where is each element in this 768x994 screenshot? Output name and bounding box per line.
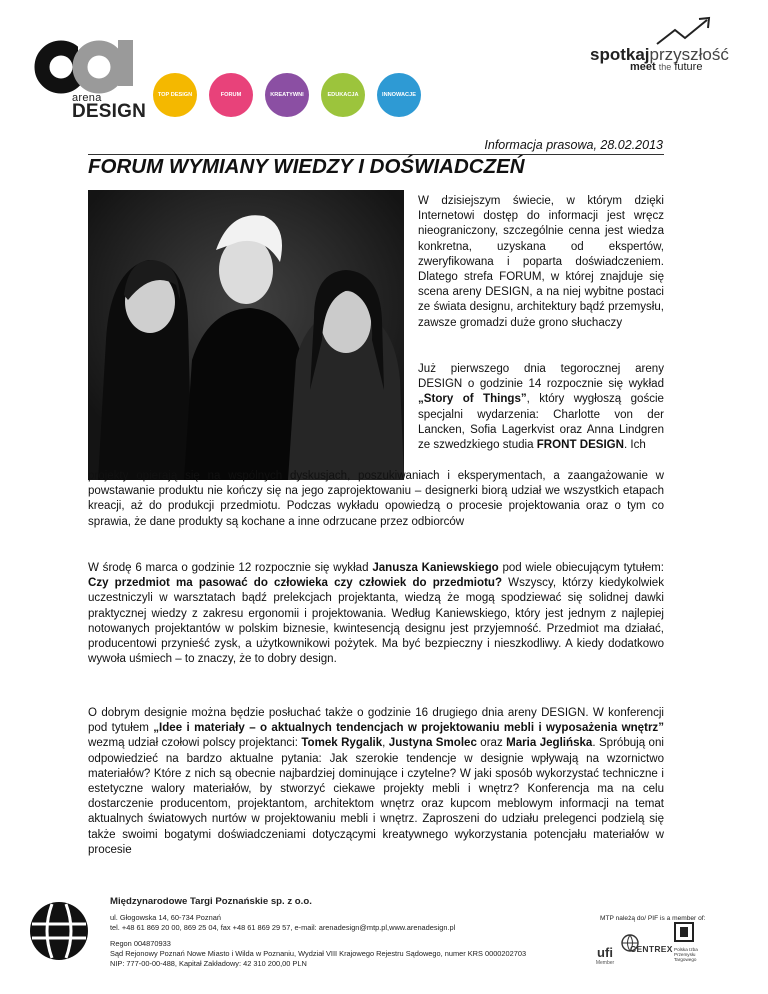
footer-nip: NIP: 777-00-00-488, Kapitał Zakładowy: 42 310 200,00 PLN — [110, 959, 307, 968]
kaniewski-paragraph: W środę 6 marca o godzinie 12 rozpocznie się wykład Janusza Kaniewskiego pod wiele obiecującym tytułem: Czy przedmiot ma pasować do człowieka czy człowiek do przedmiotu? Wszyscy, którzy kiedykolwiek uczestniczyli w warsztatach bądź prelekcjach projektanta, wiedzą że mogą spodziewać się solidnej dawki praktycznej wiedzy z zakresu ergonomii i projektowania. Według Kaniewskiego, który jest jednym z najlepiej notowanych projektantów w polskim biznesie, kwintesencją designu jest przyjemność. Przedmiot ma działać, producentowi przynieść zysk, a użytkownikowi pożytek. Ma być bezpieczny i nieszkodliwy. A kiedy dodatkowo wywoła uśmiech – to znaczy, że to dobry design. — [88, 562, 664, 666]
edukacja-badge: EDUKACJA — [321, 73, 365, 117]
story-of-things-paragraph-continued: projekty opierają się na wspólnych dyskusjach, poszukiwaniach i eksperymentach, a zaangażowanie w powstawanie produktu nie kończy się na jego zaprojektowaniu – designerki biorą udział we wszystkich etapach kreacji, aż do produkcji przedmiotu. Podczas wykładu opowiedzą o procesie projektowania oraz o tym co sprawia, że dane produkty są kochane a inne odrzucane przez odbiorców — [88, 470, 664, 528]
ufi-logo: ufi Member — [595, 945, 615, 966]
story-of-things-paragraph: Już pierwszego dnia tegorocznej areny DESIGN o godzinie 14 rozpocznie się wykład „Story of Things”, który wygłoszą goście specjalni wydarzenia: Charlotte von der Lancken, Sofia Lagerkvist oraz Anna Lindgren ze szwedzkiego studia FRONT DESIGN. Ich — [418, 363, 664, 452]
spotkaj-przyszlosc-logo: spotkajprzyszłość — [590, 45, 729, 64]
logo-arena-text: arena — [72, 92, 102, 104]
mtp-logo-icon — [28, 900, 90, 962]
arena-design-logo-icon — [34, 40, 134, 94]
kreatywni-badge: KREATYWNI — [265, 73, 309, 117]
photo-illustration — [88, 190, 404, 480]
top-design-badge: TOP DESIGN — [153, 73, 197, 117]
page-title: FORUM WYMIANY WIEDZY I DOŚWIADCZEŃ — [88, 155, 525, 178]
innowacje-badge: INNOWACJE — [377, 73, 421, 117]
intro-paragraph: W dzisiejszym świecie, w którym dzięki Internetowi dostęp do informacji jest wręcz nieograniczony, szczególnie cenna jest wiedza konkretna, uzyskana od ekspertów, zweryfikowana i poparta doświadczeniem. Dlatego strefa FORUM, w której znajduje się scena areny DESIGN, a na niej wybitne postaci ze świata designu, architektury bądź przemysłu, zawsze gromadzi duże grono słuchaczy — [418, 195, 664, 329]
press-release-date: Informacja prasowa, 28.02.2013 — [484, 138, 663, 152]
footer-regon: Regon 004870933 — [110, 939, 171, 948]
forum-badge: FORUM — [209, 73, 253, 117]
pib-logo: Polska Izba Przemysłu Targowego — [674, 922, 704, 962]
arrow-up-icon — [655, 16, 715, 46]
designers-photo — [88, 190, 404, 480]
logo-design-text: DESIGN — [72, 101, 147, 122]
footer-address: ul. Głogowska 14, 60-734 Poznań — [110, 913, 221, 922]
centrex-logo: CENTREX — [630, 944, 673, 954]
footer-court: Sąd Rejonowy Poznań Nowe Miasto i Wilda w Poznaniu, Wydział VIII Krajowego Rejestru Sądowego, numer KRS 0000202703 — [110, 949, 527, 958]
conference-paragraph: O dobrym designie można będzie posłuchać także o godzinie 16 drugiego dnia areny DESIGN. W konferencji pod tytułem „Idee i materiały – o aktualnych tendencjach w projektowaniu mebli i wyposażenia wnętrz” wezmą udział czołowi polscy projektanci: Tomek Rygalik, Justyna Smolec oraz Maria Jeglińska. Spróbują oni odpowiedzieć na bardzo aktualne pytania: Jak szerokie tendencje w designie wpływają na wzornictwo materiałów? Które z nich są obecnie najbardziej dominujące i czytelne? W jaki sposób wykorzystać techniczne i estetyczne walory materiałów, by stworzyć ciekawe projekty mebli i wnętrz? Konferencja ma na celu dostarczenie producentom, projektantom, architektom wnętrz oraz kupcom meblowym informacji na temat aktualnych światowych nurtów w projektowaniu mebli i wnętrz. Zaproszeni do udziału prelegenci podzielą się także swoimi bogatymi doświadczeniami dotyczącymi kreatywnego wykorzystania potencjału materiałów w procesie — [88, 707, 664, 856]
footer-company: Międzynarodowe Targi Poznańskie sp. z o.o. — [110, 896, 312, 907]
pib-mark-icon — [674, 922, 694, 942]
meet-the-future-logo: meet the future — [630, 61, 703, 73]
footer-contact: tel. +48 61 869 20 00, 869 25 04, fax +48 61 869 29 57, e-mail: arenadesign@mtp.pl,www.arenadesign.pl — [110, 923, 456, 932]
member-of-text: MTP należą do/ PIF is a member of: — [600, 915, 706, 922]
